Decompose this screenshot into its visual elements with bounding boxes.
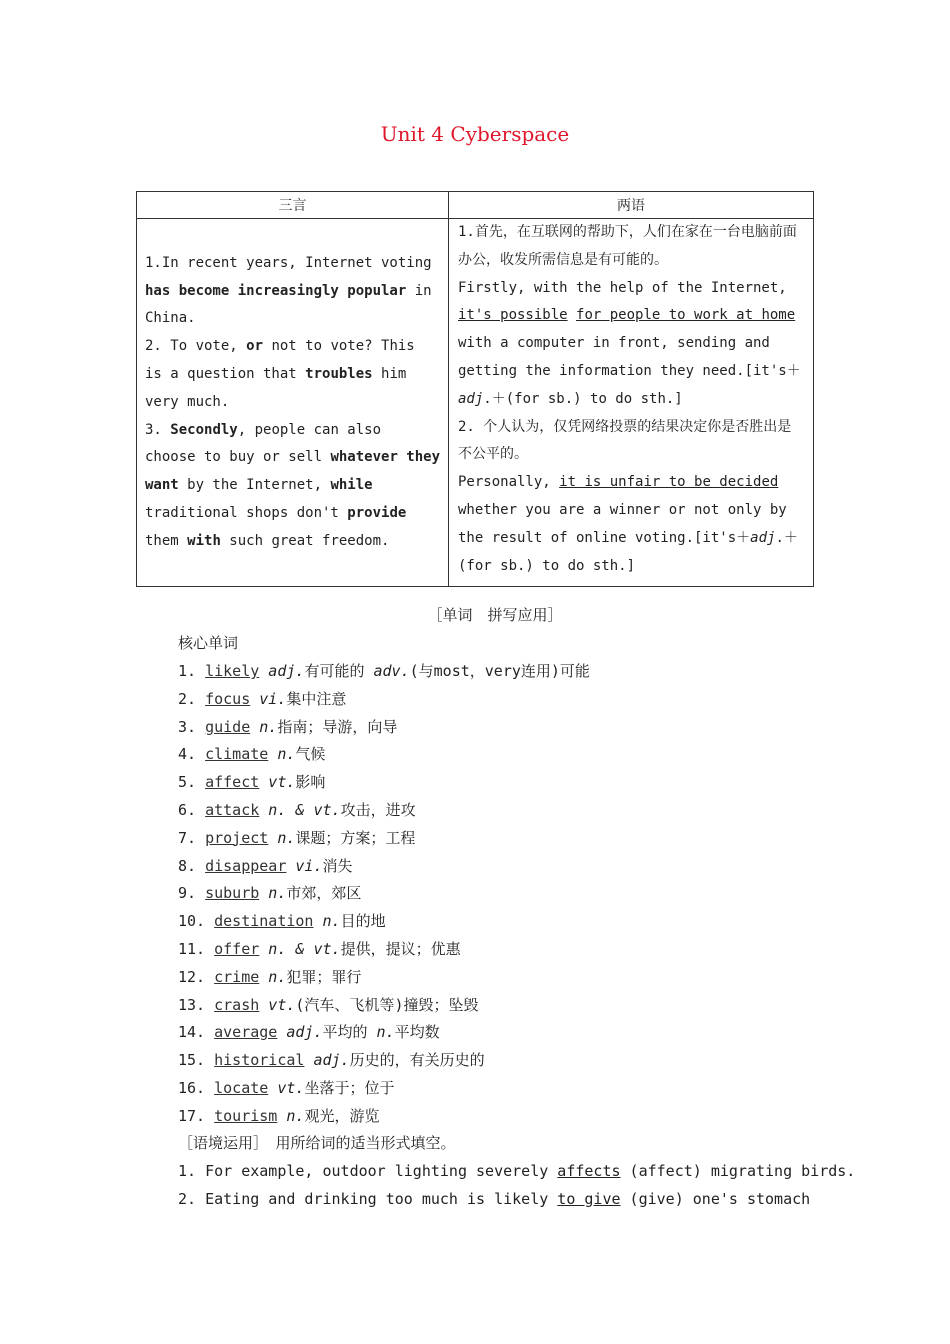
vocab-item bbox=[178, 741, 590, 769]
part-of-speech: adj. bbox=[259, 662, 305, 680]
part-of-speech: n. bbox=[250, 717, 278, 736]
text-run: whether you are a winner or not only by the result of online voting.[it's＋ bbox=[458, 501, 787, 546]
definition: 集中注意 bbox=[286, 689, 347, 708]
item-number: 4. bbox=[178, 745, 206, 764]
text-run: 2. To vote, bbox=[145, 338, 247, 355]
text-run: not to vote? This is a question that bbox=[145, 338, 415, 382]
vocab-item bbox=[178, 1103, 590, 1131]
part-of-speech: adj. bbox=[277, 1023, 323, 1042]
text-run bbox=[568, 307, 576, 323]
definition: 犯罪；罪行 bbox=[286, 967, 362, 986]
text-run: 1.In recent years, Internet voting bbox=[145, 254, 432, 271]
vocab-word: locate bbox=[214, 1078, 269, 1097]
item-number: 10. bbox=[178, 912, 215, 931]
part-of-speech: adv. bbox=[364, 662, 410, 680]
vocab-word: likely bbox=[205, 662, 260, 680]
left-paragraph bbox=[145, 250, 440, 333]
vocab-word: affect bbox=[205, 773, 260, 792]
definition: 有可能的 bbox=[304, 662, 365, 680]
item-number: 8. bbox=[178, 856, 206, 875]
item-number: 15. bbox=[178, 1051, 215, 1070]
definition: (汽车、飞机等)撞毁；坠毁 bbox=[295, 995, 479, 1014]
item-number: 3. bbox=[178, 717, 206, 736]
vocab-word: offer bbox=[214, 939, 260, 958]
part-of-speech: n. bbox=[259, 884, 287, 903]
vocab-item bbox=[178, 797, 590, 825]
vocab-word: average bbox=[214, 1023, 278, 1042]
item-number: 2. bbox=[178, 689, 206, 708]
right-cell bbox=[449, 219, 814, 587]
bold-text: has become increasingly popular bbox=[145, 282, 407, 299]
vocab-item bbox=[178, 1075, 590, 1103]
bold-text: troubles bbox=[305, 365, 373, 382]
item-number: 1. bbox=[178, 662, 206, 680]
definition: 目的地 bbox=[340, 912, 386, 931]
sentence-text: (give) one's stomach bbox=[620, 1189, 811, 1208]
vocab-list bbox=[178, 658, 590, 1131]
table-header-row bbox=[137, 192, 814, 219]
vocab-word: project bbox=[205, 828, 269, 847]
text-run: by the Internet, bbox=[178, 477, 331, 494]
item-number: 6. bbox=[178, 800, 206, 819]
item-number: 11. bbox=[178, 939, 215, 958]
part-of-speech: n. bbox=[367, 1023, 395, 1042]
text-run: adj bbox=[458, 390, 484, 407]
core-words-label: 核心单词 bbox=[178, 634, 239, 652]
vocab-word: attack bbox=[205, 800, 260, 819]
item-number: 7. bbox=[178, 828, 206, 847]
definition: 历史的，有关历史的 bbox=[349, 1051, 485, 1070]
left-paragraph bbox=[145, 333, 440, 416]
definition: 影响 bbox=[295, 773, 326, 792]
section-heading: ［单词 拼写应用］ bbox=[427, 606, 563, 624]
text-run: in China. bbox=[145, 282, 432, 327]
item-number: 14. bbox=[178, 1023, 215, 1042]
part-of-speech: n. bbox=[268, 828, 296, 847]
vocab-item bbox=[178, 936, 590, 964]
context-sentence bbox=[178, 1158, 855, 1186]
underlined-text: it's possible bbox=[458, 307, 568, 324]
part-of-speech: n. bbox=[277, 1106, 305, 1125]
bold-text: Secondly bbox=[170, 421, 238, 438]
text-run: him very much. bbox=[145, 365, 407, 410]
definition: (与most，very连用)可能 bbox=[409, 662, 590, 680]
part-of-speech: vi. bbox=[286, 856, 323, 875]
right-paragraph bbox=[458, 469, 805, 580]
part-of-speech: n. & vt. bbox=[259, 800, 341, 819]
vocab-item bbox=[178, 1019, 590, 1047]
vocab-word: suburb bbox=[205, 884, 260, 903]
context-sentence bbox=[178, 1186, 855, 1214]
item-number: 13. bbox=[178, 995, 215, 1014]
part-of-speech: vt. bbox=[259, 995, 296, 1014]
left-paragraph bbox=[145, 417, 440, 556]
underlined-text: it is unfair to be decided bbox=[559, 474, 779, 491]
table-body-row bbox=[137, 219, 814, 587]
item-number: 5. bbox=[178, 773, 206, 792]
text-run: 2. 个人认为，仅凭网络投票的结果决定你是否胜出是不公平的。 bbox=[458, 418, 792, 463]
sentence-text: 1. For example, outdoor lighting severely bbox=[178, 1161, 558, 1180]
left-cell bbox=[137, 219, 449, 587]
part-of-speech: vt. bbox=[268, 1078, 305, 1097]
underlined-text: for people to work at home bbox=[576, 307, 796, 324]
bold-text: while bbox=[330, 477, 373, 494]
answer-blank: to give bbox=[557, 1189, 621, 1208]
right-paragraph bbox=[458, 219, 805, 275]
definition: 观光，游览 bbox=[304, 1106, 380, 1125]
text-run: .＋(for sb.) to do sth.] bbox=[483, 390, 683, 407]
part-of-speech: n. bbox=[268, 745, 296, 764]
vocab-word: crash bbox=[214, 995, 260, 1014]
right-paragraph bbox=[458, 414, 805, 470]
vocab-item bbox=[178, 992, 590, 1020]
bold-text: whatever they want bbox=[145, 449, 441, 494]
vocab-item bbox=[178, 686, 590, 714]
definition: 市郊，郊区 bbox=[286, 884, 362, 903]
vocab-item bbox=[178, 964, 590, 992]
vocab-item bbox=[178, 714, 590, 742]
right-paragraph bbox=[458, 275, 805, 414]
part-of-speech: adj. bbox=[304, 1051, 350, 1070]
text-run: such great freedom. bbox=[220, 532, 390, 549]
item-number: 9. bbox=[178, 884, 206, 903]
text-run: Personally, bbox=[458, 474, 560, 491]
unit-title: Unit 4 Cyberspace bbox=[380, 122, 570, 146]
definition: 平均数 bbox=[394, 1023, 440, 1042]
definition: 课题；方案；工程 bbox=[295, 828, 416, 847]
vocab-item bbox=[178, 658, 590, 686]
text-run: .＋(for sb.) to do sth.] bbox=[458, 529, 798, 574]
text-run: Firstly, with the help of the Internet, bbox=[458, 279, 787, 296]
vocab-word: climate bbox=[205, 745, 269, 764]
vocab-word: disappear bbox=[205, 856, 287, 875]
vocab-word: crime bbox=[214, 967, 260, 986]
vocab-word: tourism bbox=[214, 1106, 278, 1125]
part-of-speech: n. & vt. bbox=[259, 939, 341, 958]
sentence-text: 2. Eating and drinking too much is likely bbox=[178, 1189, 558, 1208]
vocab-word: historical bbox=[214, 1051, 305, 1070]
vocab-word: focus bbox=[205, 689, 251, 708]
definition: 消失 bbox=[322, 856, 353, 875]
vocab-item bbox=[178, 769, 590, 797]
definition: 坐落于；位于 bbox=[304, 1078, 395, 1097]
header-left: 三言 bbox=[137, 192, 449, 219]
item-number: 17. bbox=[178, 1106, 215, 1125]
bold-text: with bbox=[187, 532, 221, 549]
text-run: traditional shops don't bbox=[145, 504, 348, 521]
vocab-item bbox=[178, 1047, 590, 1075]
header-right: 两语 bbox=[449, 192, 814, 219]
item-number: 16. bbox=[178, 1078, 215, 1097]
part-of-speech: vt. bbox=[259, 773, 296, 792]
text-run: , people can also choose to buy or sell bbox=[145, 421, 382, 466]
text-run: 1.首先，在互联网的帮助下，人们在家在一台电脑前面办公，收发所需信息是有可能的。 bbox=[458, 224, 797, 268]
answer-blank: affects bbox=[557, 1161, 621, 1180]
sentence-text: (affect) migrating birds. bbox=[620, 1161, 856, 1180]
definition: 攻击，进攻 bbox=[340, 800, 416, 819]
vocab-word: destination bbox=[214, 912, 314, 931]
bold-text: or bbox=[246, 338, 264, 355]
vocab-item bbox=[178, 853, 590, 881]
vocab-word: guide bbox=[205, 717, 251, 736]
vocab-item bbox=[178, 825, 590, 853]
context-exercise bbox=[178, 1130, 855, 1213]
text-run: adj bbox=[750, 529, 776, 546]
context-heading: ［语境运用］ 用所给词的适当形式填空。 bbox=[178, 1134, 456, 1152]
part-of-speech: vi. bbox=[250, 689, 287, 708]
text-run: them bbox=[145, 532, 188, 549]
phrases-table bbox=[136, 191, 814, 587]
definition: 提供，提议；优惠 bbox=[340, 939, 461, 958]
item-number: 12. bbox=[178, 967, 215, 986]
vocab-item bbox=[178, 880, 590, 908]
text-run: 3. bbox=[145, 421, 171, 438]
part-of-speech: n. bbox=[259, 967, 287, 986]
part-of-speech: n. bbox=[313, 912, 341, 931]
definition: 指南；导游，向导 bbox=[277, 717, 398, 736]
definition: 气候 bbox=[295, 745, 326, 764]
vocab-item bbox=[178, 908, 590, 936]
definition: 平均的 bbox=[322, 1023, 368, 1042]
bold-text: provide bbox=[347, 504, 407, 521]
text-run: with a computer in front, sending and getting the information they need.[it's＋ bbox=[458, 335, 801, 379]
